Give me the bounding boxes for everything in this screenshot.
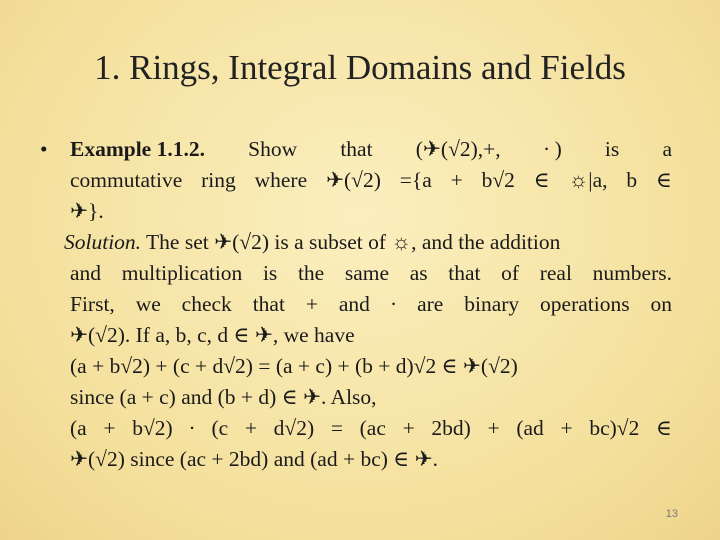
word: that <box>340 137 373 161</box>
word: + <box>305 292 318 316</box>
word: of <box>501 261 520 285</box>
example-label: Example 1.1.2. <box>70 137 205 161</box>
word: multiplication <box>121 261 243 285</box>
word: ✈(√2) <box>326 168 381 192</box>
solution-line-1-text: The set ✈(√2) is a subset of ☼, and the addition <box>141 230 561 254</box>
word: commutative <box>70 168 183 192</box>
solution-line-6: since (a + c) and (b + d) ∈ ✈. Also, <box>70 385 377 409</box>
word: + <box>450 168 463 192</box>
word: (ad <box>516 416 544 440</box>
word: (c <box>211 416 229 440</box>
word: 2bd) <box>431 416 471 440</box>
word: d√2) <box>273 416 315 440</box>
word: b√2 <box>481 168 515 192</box>
word: ∈ <box>533 168 550 192</box>
word: real <box>539 261 572 285</box>
word: binary <box>464 292 520 316</box>
word: ={a <box>399 168 432 192</box>
word: b <box>626 168 638 192</box>
word: (a <box>70 416 87 440</box>
word: that <box>448 261 481 285</box>
word: First, <box>70 292 115 316</box>
solution-line-3 <box>40 289 672 320</box>
example-line-1 <box>40 134 672 165</box>
word: that <box>252 292 285 316</box>
word: (✈(√2),+, <box>415 137 501 161</box>
word: check <box>181 292 232 316</box>
word: = <box>330 416 343 440</box>
word: ∙ ) <box>543 137 562 161</box>
word: b√2) <box>132 416 173 440</box>
word: operations <box>540 292 630 316</box>
word: ∙ <box>189 416 195 440</box>
word: is <box>604 137 620 161</box>
word: where <box>254 168 308 192</box>
word: as <box>409 261 428 285</box>
word: (ac <box>359 416 386 440</box>
bullet-marker: • <box>40 137 48 161</box>
word: ∈ <box>656 416 672 440</box>
word: the <box>297 261 325 285</box>
example-line-2 <box>40 165 672 196</box>
solution-line-7 <box>40 413 672 444</box>
word: + <box>560 416 573 440</box>
word: + <box>402 416 415 440</box>
slide-body <box>40 134 672 475</box>
word: + <box>103 416 116 440</box>
word: and <box>338 292 370 316</box>
solution-line-2 <box>40 258 672 289</box>
solution-line-1 <box>40 227 672 258</box>
solution-label: Solution. <box>64 230 142 254</box>
solution-line-4: ✈(√2). If a, b, c, d ∈ ✈, we have <box>70 323 355 347</box>
solution-line-5: (a + b√2) + (c + d√2) = (a + c) + (b + d)√2 ∈ ✈(√2) <box>70 354 518 378</box>
word: are <box>417 292 444 316</box>
page-number: 13 <box>665 508 678 520</box>
word: + <box>487 416 500 440</box>
word: a <box>662 137 672 161</box>
word: we <box>135 292 161 316</box>
word: on <box>650 292 672 316</box>
solution-line-8: ✈(√2) since (ac + 2bd) and (ad + bc) ∈ ✈. <box>70 447 438 471</box>
example-line-3: ✈}. <box>70 199 104 223</box>
word: is <box>262 261 278 285</box>
word: bc)√2 <box>589 416 640 440</box>
word: ring <box>201 168 236 192</box>
slide-title: 1. Rings, Integral Domains and Fields <box>94 48 626 87</box>
word: + <box>244 416 257 440</box>
word: same <box>344 261 390 285</box>
word: ∈ <box>655 168 672 192</box>
word: and <box>70 261 102 285</box>
word: ∙ <box>390 292 397 316</box>
word: Show <box>248 137 298 161</box>
word: ☼|a, <box>568 168 608 192</box>
word: numbers. <box>592 261 672 285</box>
